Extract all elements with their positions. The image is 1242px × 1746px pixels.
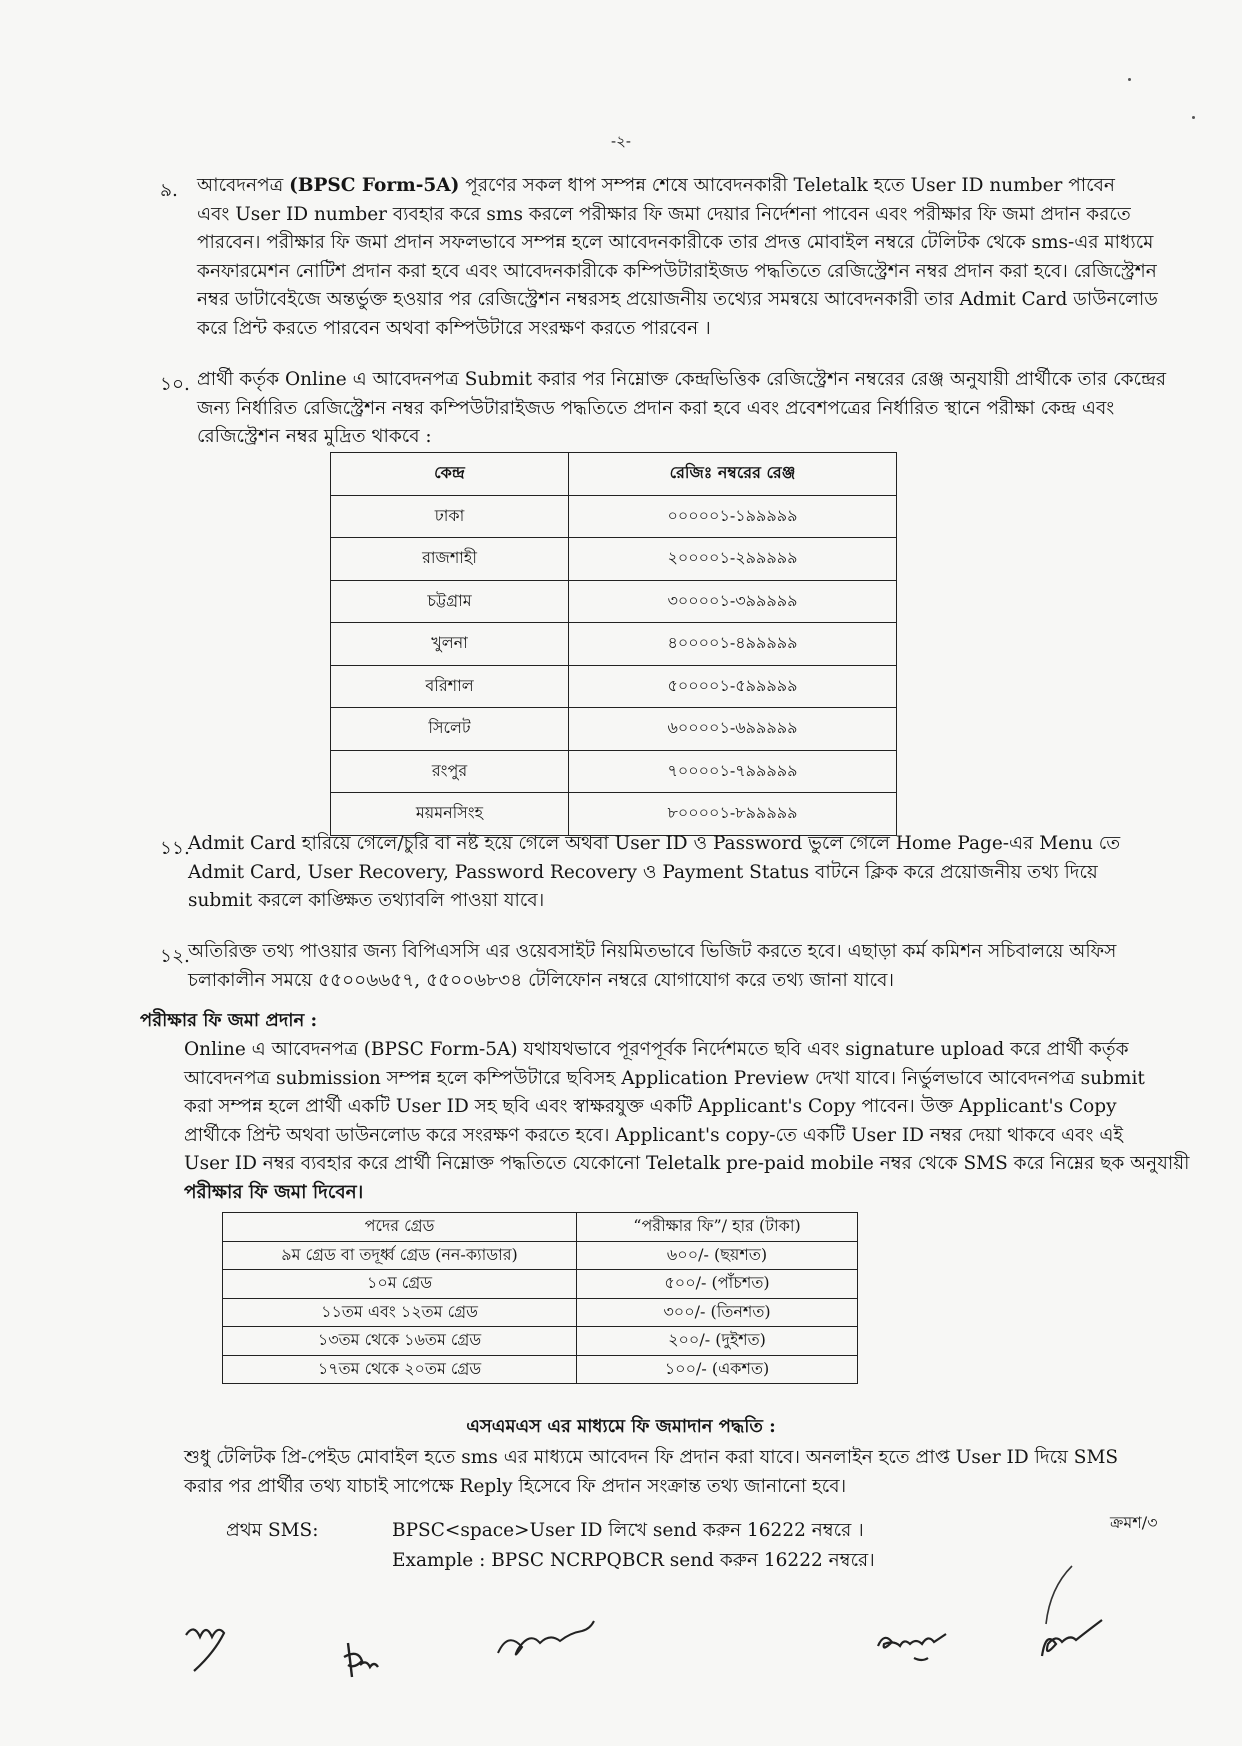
grade-cell: ১৭তম থেকে ২০তম গ্রেড [223, 1355, 577, 1384]
centre-range-table [330, 452, 897, 836]
table-row [223, 1355, 858, 1384]
table-header-row [223, 1213, 858, 1242]
grade-cell: ১১তম এবং ১২তম গ্রেড [223, 1298, 577, 1327]
range-cell: ৭০০০০১-৭৯৯৯৯৯ [569, 750, 897, 793]
signature-2-icon [338, 1635, 388, 1680]
range-cell: ২০০০০১-২৯৯৯৯৯ [569, 538, 897, 581]
range-cell: ৬০০০০১-৬৯৯৯৯৯ [569, 708, 897, 751]
table-row [331, 708, 897, 751]
item-11-line-2: Admit Card, User Recovery, Password Recovery ও Payment Status বাটনে ক্লিক করে প্রয়োজনীয় তথ্য দিয়ে [188, 861, 1098, 883]
fee-cell: ৫০০/- (পাঁচশত) [577, 1270, 858, 1299]
range-cell: ০০০০০১-১৯৯৯৯৯ [569, 495, 897, 538]
grade-cell: ১০ম গ্রেড [223, 1270, 577, 1299]
item-9-line-2: এবং User ID number ব্যবহার করে sms করলে পরীক্ষার ফি জমা দেয়ার নির্দেশনা পাবেন এবং পরীক্ষার ফি জমা প্রদান করতে [197, 203, 1131, 225]
signature-5-icon [1032, 1560, 1112, 1670]
item-9-line-1-b: পূরণের সকল ধাপ সম্পন্ন শেষে আবেদনকারী Teletalk হতে User ID number পাবেন [459, 175, 1115, 196]
fee-line-4: প্রার্থীকে প্রিন্ট অথবা ডাউনলোড করে সংরক্ষণ করতে হবে। Applicant's copy-তে একটি User ID নম্বর দেয়া থাকবে এবং এই [184, 1124, 1124, 1146]
continued-marker: ক্রমশ/৩ [1110, 1513, 1158, 1532]
centre-cell: ঢাকা [331, 495, 569, 538]
fee-line-3: করা সম্পন্ন হলে প্রার্থী একটি User ID সহ ছবি এবং স্বাক্ষরযুক্ত একটি Applicant's Copy পাবেন। উক্ত Applicant's Copy [184, 1096, 1117, 1117]
item-10-line-2: জন্য নির্ধারিত রেজিস্ট্রেশন নম্বর কম্পিউটারাইজড পদ্ধতিতে প্রদান করা হবে এবং প্রবেশপত্রের নির্ধারিত স্থানে পরীক্ষা কেন্দ্র এবং [197, 397, 1115, 419]
scan-speck [1192, 116, 1195, 119]
item-12-line-1: অতিরিক্ত তথ্য পাওয়ার জন্য বিপিএসসি এর ওয়েবসাইট নিয়মিতভাবে ভিজিট করতে হবে। এছাড়া কর্ম কমিশন সচিবালয়ে অফিস [188, 941, 1117, 962]
item-10-line-3: রেজিস্ট্রেশন নম্বর মুদ্রিত থাকবে : [197, 426, 432, 447]
fee-cell: ৩০০/- (তিনশত) [577, 1298, 858, 1327]
centre-cell: বরিশাল [331, 665, 569, 708]
fee-cell: ১০০/- (একশত) [577, 1355, 858, 1384]
sms-section-paragraph [184, 1444, 1182, 1501]
item-9-line-5: নম্বর ডাটাবেইজে অন্তর্ভুক্ত হওয়ার পর রেজিস্ট্রেশন নম্বরসহ প্রয়োজনীয় তথ্যের সমন্বয়ে আবেদনকারী তার Admit Card ডাউনলোড [197, 289, 1158, 310]
item-10-number: ১০. [160, 374, 190, 395]
item-9-number: ৯. [160, 180, 178, 201]
item-9-line-4: কনফারমেশন নোটিশ প্রদান করা হবে এবং আবেদনকারীকে কম্পিউটারাইজড পদ্ধতিতে রেজিস্ট্রেশন নম্বর প্রদান করা হবে। রেজিস্ট্রেশন [197, 260, 1157, 282]
grade-cell: ৯ম গ্রেড বা তদূর্ধ্ব গ্রেড (নন-ক্যাডার) [223, 1241, 577, 1270]
fee-line-1: Online এ আবেদনপত্র (BPSC Form-5A) যথাযথভাবে পূরণপূর্বক নির্দেশমতে ছবি এবং signature upload করে প্রার্থী কর্তৃক [184, 1039, 1129, 1060]
item-10-line-1: প্রার্থী কর্তৃক Online এ আবেদনপত্র Submit করার পর নিম্নোক্ত কেন্দ্রভিত্তিক রেজিস্ট্রেশন নম্বরের রেঞ্জ অনুযায়ী প্রার্থীকে তার কেন্দ্রের [197, 369, 1167, 390]
fee-line-5: User ID নম্বর ব্যবহার করে প্রার্থী নিম্নোক্ত পদ্ধতিতে যেকোনো Teletalk pre-paid mobile নম্বর থেকে SMS করে নিম্নের ছক অনুযায়ী [184, 1153, 1190, 1174]
table-row [331, 623, 897, 666]
fee-line-6: পরীক্ষার ফি জমা দিবেন। [184, 1181, 364, 1203]
sms-line-1: শুধু টেলিটক প্রি-পেইড মোবাইল হতে sms এর মাধ্যমে আবেদন ফি প্রদান করা যাবে। অনলাইন হতে প্রাপ্ত User ID দিয়ে SMS [184, 1447, 1119, 1468]
table-row [223, 1270, 858, 1299]
signature-4-icon [870, 1616, 970, 1666]
item-9-line-1-a: আবেদনপত্র [197, 175, 290, 196]
table-row [223, 1298, 858, 1327]
sms-line-2: করার পর প্রার্থীর তথ্য যাচাই সাপেক্ষে Reply হিসেবে ফি প্রদান সংক্রান্ত তথ্য জানানো হবে। [184, 1475, 847, 1497]
grade-header: পদের গ্রেড [223, 1213, 577, 1242]
table-row [331, 793, 897, 836]
item-9-line-1 [197, 172, 1182, 201]
item-11-line-3: submit করলে কাঙ্ক্ষিত তথ্যাবলি পাওয়া যাবে। [188, 890, 545, 911]
sms-section-heading: এসএমএস এর মাধ্যমে ফি জমাদান পদ্ধতি : [466, 1416, 776, 1437]
item-11-line-1: Admit Card হারিয়ে গেলে/চুরি বা নষ্ট হয়ে গেলে অথবা User ID ও Password ভুলে গেলে Home Page-এর Menu তে [188, 833, 1121, 854]
centre-cell: চট্টগ্রাম [331, 580, 569, 623]
table-row [331, 495, 897, 538]
fee-section-paragraph [184, 1036, 1190, 1207]
first-sms-instruction: BPSC<space>User ID লিখে send করুন 16222 নম্বরে । [392, 1520, 864, 1541]
table-header-row [331, 453, 897, 496]
grade-cell: ১৩তম থেকে ১৬তম গ্রেড [223, 1327, 577, 1356]
item-11-paragraph [188, 830, 1182, 916]
signature-3-icon [490, 1615, 620, 1665]
table-row [331, 750, 897, 793]
item-9-line-3: পারবেন। পরীক্ষার ফি জমা প্রদান সফলভাবে সম্পন্ন হলে আবেদনকারীকে তার প্রদত্ত মোবাইল নম্বরে টেলিটক থেকে sms-এর মাধ্যমে [197, 232, 1154, 253]
item-11-number: ১১. [160, 838, 190, 859]
table-row [331, 665, 897, 708]
range-cell: ৪০০০০১-৪৯৯৯৯৯ [569, 623, 897, 666]
fee-header: “পরীক্ষার ফি”/ হার (টাকা) [577, 1213, 858, 1242]
item-12-number: ১২. [160, 946, 190, 967]
range-header: রেজিঃ নম্বরের রেঞ্জ [569, 453, 897, 496]
centre-header: কেন্দ্র [331, 453, 569, 496]
centre-cell: রংপুর [331, 750, 569, 793]
scan-speck [1128, 78, 1131, 81]
item-9-line-6: করে প্রিন্ট করতে পারবেন অথবা কম্পিউটারে সংরক্ষণ করতে পারবেন । [197, 317, 711, 339]
item-10-paragraph [197, 366, 1182, 452]
table-row [223, 1241, 858, 1270]
range-cell: ৫০০০০১-৫৯৯৯৯৯ [569, 665, 897, 708]
range-cell: ৮০০০০১-৮৯৯৯৯৯ [569, 793, 897, 836]
sms-example: Example : BPSC NCRPQBCR send করুন 16222 নম্বরে। [392, 1550, 875, 1571]
fee-table [222, 1212, 858, 1384]
item-9-form-name: (BPSC Form-5A) [289, 175, 460, 196]
centre-cell: ময়মনসিংহ [331, 793, 569, 836]
centre-cell: রাজশাহী [331, 538, 569, 581]
fee-section-heading: পরীক্ষার ফি জমা প্রদান : [140, 1010, 318, 1031]
fee-cell: ২০০/- (দুইশত) [577, 1327, 858, 1356]
item-9-paragraph [197, 172, 1182, 343]
fee-line-2: আবেদনপত্র submission সম্পন্ন হলে কম্পিউটারে ছবিসহ Application Preview দেখা যাবে। নির্ভুলভাবে আবেদনপত্র submit [184, 1067, 1145, 1089]
fee-cell: ৬০০/- (ছয়শত) [577, 1241, 858, 1270]
item-12-line-2: চলাকালীন সময়ে ৫৫০০৬৬৫৭, ৫৫০০৬৮৩৪ টেলিফোন নম্বরে যোগাযোগ করে তথ্য জানা যাবে। [188, 969, 895, 991]
item-12-paragraph [188, 938, 1182, 995]
table-row [223, 1327, 858, 1356]
centre-cell: খুলনা [331, 623, 569, 666]
table-row [331, 580, 897, 623]
centre-cell: সিলেট [331, 708, 569, 751]
range-cell: ৩০০০০১-৩৯৯৯৯৯ [569, 580, 897, 623]
signature-1-icon [180, 1615, 260, 1675]
table-row [331, 538, 897, 581]
page-number: -২- [611, 132, 631, 150]
first-sms-label: প্রথম SMS: [226, 1520, 319, 1541]
